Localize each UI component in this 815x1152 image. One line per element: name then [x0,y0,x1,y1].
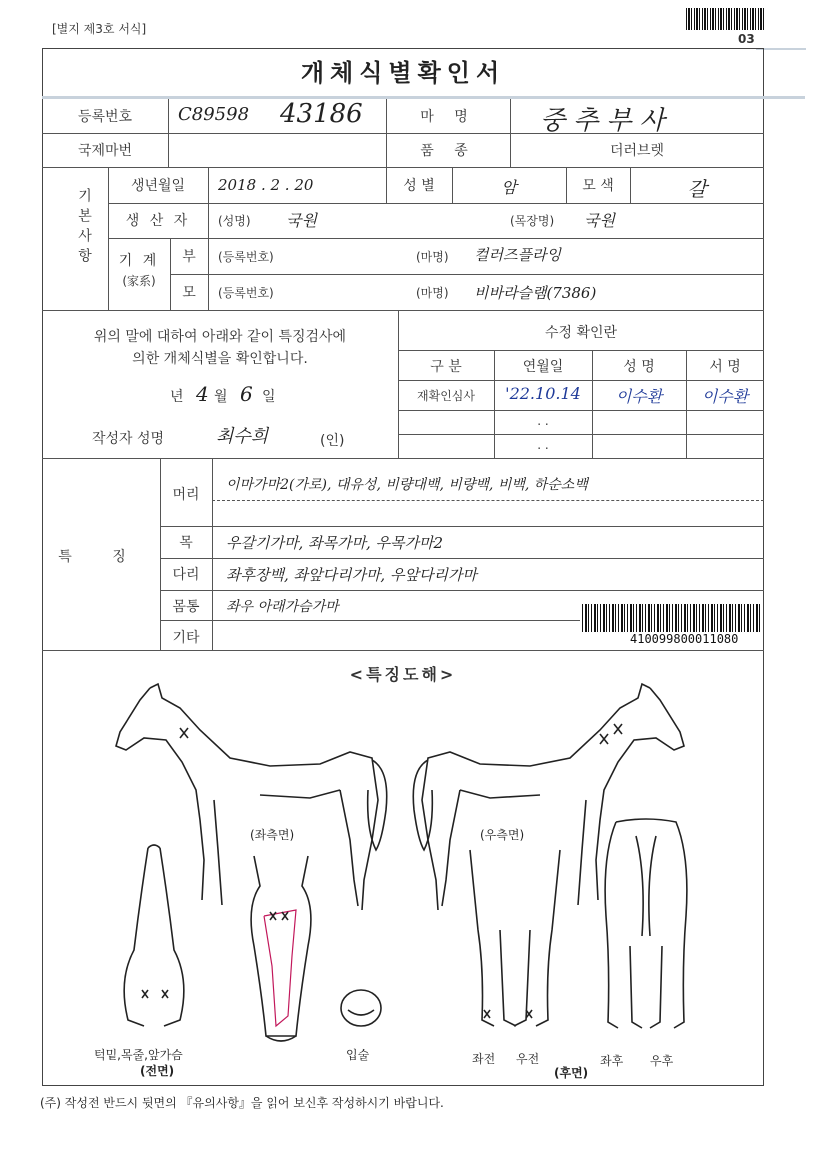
title-divider [42,96,805,99]
divider [42,310,764,311]
amend-header-type: 구 분 [430,359,462,375]
sire-label: 부 [182,249,196,265]
divider [168,99,169,167]
divider [108,203,764,204]
divider [208,167,209,310]
features-section-label: 특 징 [58,549,144,565]
sire-name-value: 컬러즈플라잉 [474,246,561,264]
left-hind-label: 좌후 [600,1054,624,1068]
producer-name-value: 국원 [286,211,317,230]
dam-label: 모 [182,285,196,301]
amendment-title: 수정 확인란 [544,325,618,341]
divider [108,238,764,239]
horse-lips-drawing [336,986,386,1036]
date-year-suffix: 년 [170,389,184,405]
front-label: (전면) [140,1064,175,1078]
horse-rear-drawing [596,816,696,1042]
amend-row-type: 재확인심사 [417,389,475,403]
right-fore-label: 우전 [516,1052,540,1066]
neck-label: 목 [179,535,193,551]
top-barcode [686,8,764,30]
date-day-suffix: 일 [262,389,276,405]
dam-reg-label: (등록번호) [218,286,274,300]
reg-no-label: 등록번호 [77,109,133,125]
divider [398,350,764,351]
amend-row-name: 이수환 [615,387,663,406]
statement-line-2: 의한 개체식별을 확인합니다. [132,351,308,367]
divider [398,434,764,435]
seal-mark: (인) [320,433,345,449]
divider [42,650,764,651]
amend-header-sign: 서 명 [709,359,741,375]
divider [160,620,580,621]
producer-name-label: (성명) [218,214,251,228]
diagram-title: <특징도해> [349,665,457,684]
amend-header-name: 성 명 [623,359,655,375]
divider [398,410,764,411]
birth-label: 생년월일 [130,178,186,194]
horse-name-value: 중추부사 [540,106,673,136]
lineage-sub-label: (家系) [122,274,156,288]
sex-label: 성 별 [403,178,435,194]
neck-value: 우갈기가마, 좌목가마, 우목가마2 [226,534,443,552]
date-month: 4 [196,382,209,406]
divider [160,590,764,591]
divider [160,558,764,559]
amend-row-date: . . [537,438,549,452]
lineage-label: 기 계 [118,253,160,269]
horse-front-legs-drawing [460,830,570,1040]
amend-row-date: . . [537,414,549,428]
sire-name-label: (마명) [416,250,449,264]
divider [170,274,764,275]
head-label: 머리 [172,487,200,503]
amend-header-date: 연월일 [522,359,564,375]
divider [212,458,213,650]
page-number: 03 [738,32,755,46]
amend-row-sign: 이수환 [701,387,749,406]
amend-row-date: '22.10.14 [505,384,581,403]
horse-name-label: 마 명 [420,109,476,125]
divider [42,458,764,459]
divider [42,167,764,168]
color-label: 모 색 [582,178,614,194]
right-side-label: (우측면) [480,828,525,842]
breed-value: 더러브렛 [609,143,665,159]
dam-name-value: 비바라슬램(7386) [474,284,597,302]
intl-no-label: 국제마번 [77,143,133,159]
head-value: 이마가마2(가로), 대유성, 비량대백, 비량백, 비백, 하순소백 [226,477,588,493]
color-value: 갈 [687,177,707,201]
footer-note: (주) 작성전 반드시 뒷면의 『유의사항』을 읽어 보신후 작성하시기 바랍니다. [40,1096,444,1110]
divider [398,380,764,381]
farm-value: 국원 [584,211,615,230]
lips-label: 입술 [346,1048,370,1062]
date-day: 6 [240,382,253,406]
producer-label: 생 산 자 [125,213,191,229]
horse-chest-front-drawing [114,840,194,1040]
reg-no-number: 43186 [280,99,363,129]
leg-value: 좌후장백, 좌앞다리가마, 우앞다리가마 [226,566,477,584]
front-chest-label: 턱밑,목줄,앞가슴 [94,1048,183,1062]
basic-section-label: 기본사항 [76,188,92,268]
sex-value: 암 [501,178,517,197]
writer-label: 작성자 성명 [92,431,165,447]
leg-label: 다리 [172,567,200,583]
left-side-label: (좌측면) [250,828,295,842]
form-label: [별지 제3호 서식] [52,22,147,36]
divider [212,500,764,501]
farm-label: (목장명) [510,214,555,228]
birth-value: 2018 . 2 . 20 [218,176,314,194]
page-title: 개체식별확인서 [300,59,506,87]
right-hind-label: 우후 [650,1054,674,1068]
horse-head-front-drawing [236,846,326,1046]
body-value: 좌우 아래가슴가마 [226,599,339,615]
date-month-suffix: 월 [214,389,228,405]
writer-value: 최수희 [216,426,269,447]
rear-label: (후면) [554,1066,589,1080]
dam-name-label: (마명) [416,286,449,300]
left-fore-label: 좌전 [472,1052,496,1066]
sire-reg-label: (등록번호) [218,250,274,264]
barcode-number: 410099800011080 [630,632,739,646]
other-label: 기타 [172,630,200,646]
breed-label: 품 종 [420,143,476,159]
barcode [582,604,760,632]
divider [160,526,764,527]
body-label: 몸통 [172,599,200,615]
statement-line-1: 위의 말에 대하여 아래와 같이 특징검사에 [93,329,347,345]
reg-no-prefix: C89598 [178,104,250,125]
